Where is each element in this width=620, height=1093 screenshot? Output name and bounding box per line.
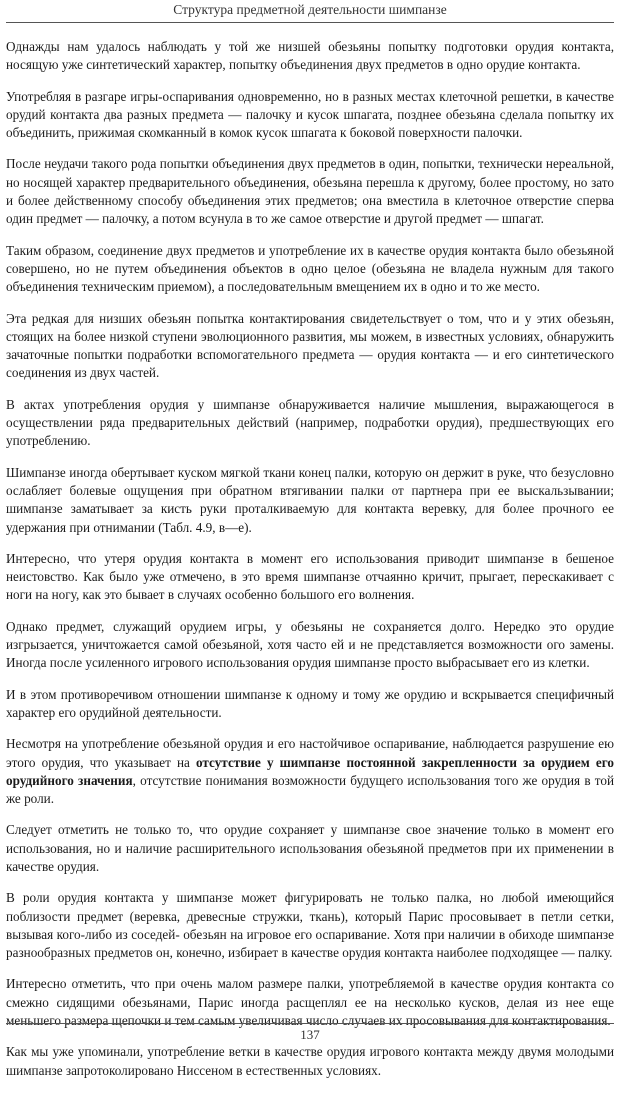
paragraph: Однажды нам удалось наблюдать у той же низшей обезьяны попытку подготовки орудия контакта, носящую уже синтетический характер, попытку объединения двух предметов в одно орудие контакта.	[6, 39, 614, 73]
paragraph: В роли орудия контакта у шимпанзе может фигурировать не только палка, но любой имеющийся поблизости предмет (веревка, древесные стружки, ткань), который Парис просовывает в петли сетки, вызывая кого-либо из соседей- обезьян на игровое его оспаривание. Хотя при наличии в обиходе шимпанзе разнообразных предметов он, конечно, избирает в качестве орудия контакта наиболее подходящее — палку.	[6, 890, 614, 961]
emphasis-bold-text: отсутствие у шимпанзе постоянной закрепленности за орудием его орудийного значения	[6, 754, 614, 788]
running-header-title: Структура предметной деятельности шимпанзе	[173, 2, 447, 17]
emphasis-lead-text: Несмотря на употребление обезьяной орудия и его настойчивое оспаривание, наблюдается разрушение ею этого орудия, что указывает на	[6, 736, 614, 770]
paragraph: Таким образом, соединение двух предметов и употребление их в качестве орудия контакта было обезьяной совершено, но не путем объединения объектов в одно целое (обезьяна не владела нужным для такого объединения техническим приемом), а последовательным вмещением их в одно и то же место.	[6, 242, 614, 295]
paragraph: Следует отметить не только то, что орудие сохраняет у шимпанзе свое значение только в момент его использования, но и наличие расширительного использования обезьяной предметов при их применении в качестве орудия.	[6, 822, 614, 874]
paragraph: Интересно, что утеря орудия контакта в момент его использования приводит шимпанзе в бешеное неистовство. Как было уже отмечено, в это время шимпанзе отчаянно кричит, прыгает, перескакивает с ноги на ногу, как это бывает в случаях особенно большого его волнения.	[6, 550, 614, 603]
paragraph: Употребляя в разгаре игры-оспаривания одновременно, но в разных местах клеточной решетки, в качестве орудий контакта два разных предмета — палочку и кусок шпагата, позднее обезьяна сделала попытку их объединить, прижимая скомканный в комок кусок шпагата к боковой поверхности палочки.	[6, 88, 614, 141]
running-header	[6, 0, 614, 23]
page-body	[6, 38, 614, 1093]
paragraph: Интересно отметить, что при очень малом размере палки, употребляемой в качестве орудия контакта со смежно сидящими обезьянами, Парис иногда расщеплял ее на несколько кусков, делая из нее еще меньшего размера щепочки и тем самым увеличивая число случаев их просовывания для контактирования.	[6, 976, 614, 1029]
page-footer	[6, 1023, 614, 1046]
paragraph: Однако предмет, служащий орудием игры, у обезьяны не сохраняется долго. Нередко это орудие изгрызается, уничтожается самой обезьяной, хотя часто ей и не представляется возможности ого замены. Иногда после усиленного игрового использования орудия шимпанзе просто выбрасывает его из клетки.	[6, 618, 614, 671]
paragraph: Как мы уже упоминали, употребление ветки в качестве орудия игрового контакта между двумя молодыми шимпанзе запротоколировано Ниссеном в естественных условиях.	[6, 1044, 614, 1078]
paragraph: И в этом противоречивом отношении шимпанзе к одному и тому же орудию и вскрывается специфичный характер его орудийной деятельности.	[6, 686, 614, 720]
paragraph: В актах употребления орудия у шимпанзе обнаруживается наличие мышления, выражающегося в осуществлении ряда предварительных действий (например, подработки орудия), предшествующих его употреблению.	[6, 396, 614, 449]
paragraph: Шимпанзе иногда обертывает куском мягкой ткани конец палки, которую он держит в руке, что безусловно ослабляет болевые ощущения при обратном втягивании палки от партнера при ее выскальзывании; шимпанзе заматывает за кисть руки проталкиваемую для контакта веревку, для более прочного ее удержания при отнимании (Табл. 4.9, в—е).	[6, 464, 614, 535]
page-number: 137	[300, 1027, 320, 1042]
emphasis-tail-text: , отсутствие понимания возможности будущего использования того же орудия в той же роли.	[6, 772, 615, 807]
paragraph: Эта редкая для низших обезьян попытка контактирования свидетельствует о том, что и у этих обезьян, стоящих на более низкой ступени эволюционного развития, мы можем, в известных условиях, обнаружить зачаточные попытки подработки вспомогательного предмета — орудия контакта — и его синтетического соединения из двух частей.	[6, 310, 614, 381]
paragraph: После неудачи такого рода попытки объединения двух предметов в один, попытки, технически нереальной, но носящей характер предварительного объединения, обезьяна перешла к другому, более простому, но зато и более действенному способу объединения этих предметов; она вместила в клеточное отверстие сперва один предмет — палочку, а потом всунула в то же самое отверстие и другой предмет — шпагат.	[6, 156, 614, 227]
paragraph-with-emphasis	[6, 735, 614, 808]
